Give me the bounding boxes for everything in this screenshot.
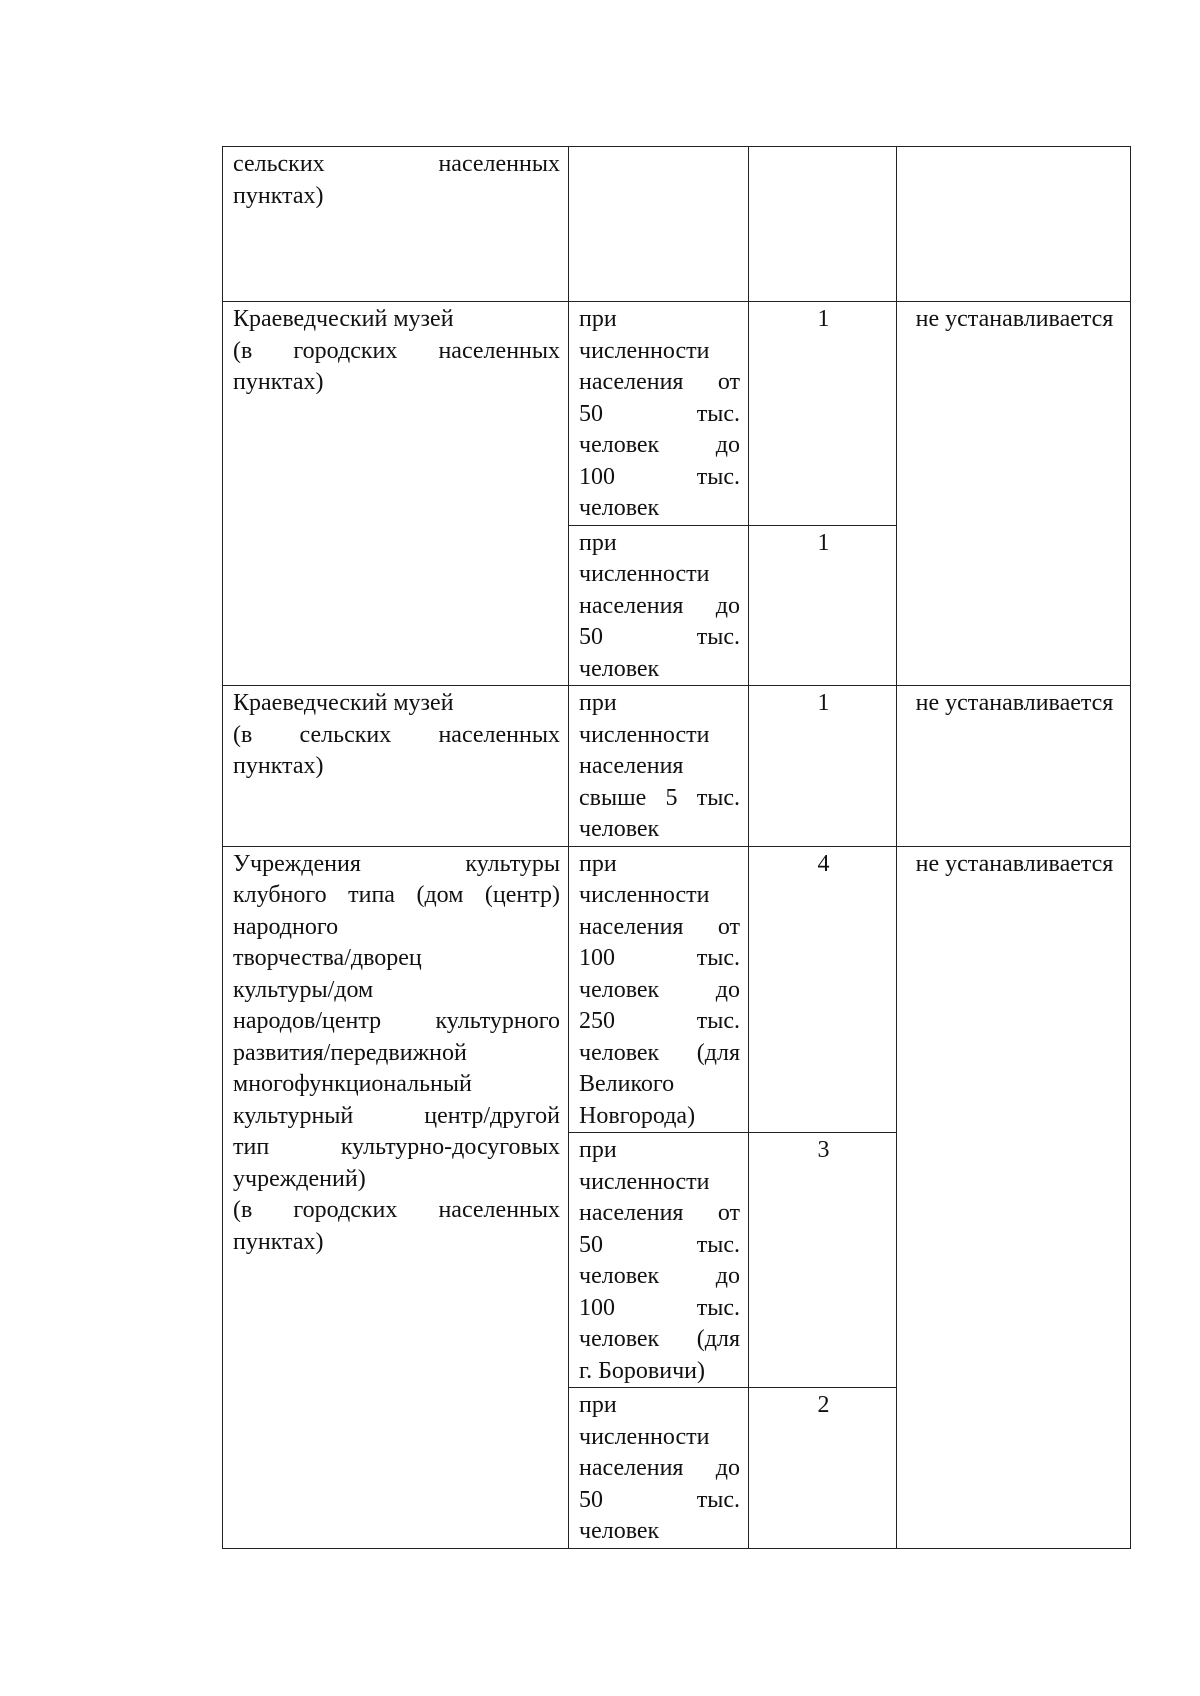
- facility-name-line: пунктах): [233, 1228, 324, 1255]
- condition-line: населения от: [579, 369, 740, 395]
- value-cell: 1: [749, 302, 897, 526]
- condition-line: 100 тыс.: [579, 945, 740, 971]
- condition-cell: [569, 302, 749, 526]
- condition-cell: [569, 147, 749, 302]
- facility-name-line: народного: [233, 913, 339, 940]
- facility-name-line: (в городских населенных: [233, 1197, 560, 1223]
- table-row: [223, 686, 1131, 847]
- condition-cell: [569, 1133, 749, 1388]
- condition-line: населения от: [579, 913, 740, 940]
- table-row: [223, 147, 1131, 302]
- condition-line: человек (для: [579, 1326, 740, 1352]
- condition-line: численности: [579, 721, 710, 748]
- condition-line: при: [579, 1392, 617, 1418]
- condition-line: человек до: [579, 1263, 740, 1289]
- condition-line: человек: [579, 655, 660, 682]
- value-cell: 1: [749, 525, 897, 686]
- facility-name-line: тип культурно-досуговых: [233, 1134, 560, 1160]
- condition-line: 50 тыс.: [579, 624, 740, 650]
- facility-name-line: пунктах): [233, 369, 324, 395]
- condition-line: населения от: [579, 1200, 740, 1226]
- condition-line: численности: [579, 882, 710, 908]
- condition-line: населения до: [579, 592, 740, 619]
- condition-line: численности: [579, 561, 710, 587]
- condition-line: численности: [579, 1423, 710, 1450]
- condition-line: 250 тыс.: [579, 1008, 740, 1034]
- condition-line: 100 тыс.: [579, 1294, 740, 1321]
- facility-name-cell: [223, 686, 569, 847]
- norms-table: [222, 146, 1131, 1549]
- value-cell: [749, 147, 897, 302]
- value-cell: 1: [749, 686, 897, 847]
- facility-name-cell: [223, 147, 569, 302]
- condition-line: 100 тыс.: [579, 463, 740, 490]
- status-cell: [897, 147, 1131, 302]
- facility-name-line: Краеведческий музей: [233, 306, 454, 332]
- condition-line: Великого: [579, 1071, 675, 1097]
- condition-line: численности: [579, 1168, 710, 1195]
- status-cell: не устанавливается: [897, 302, 1131, 686]
- facility-name-line: пунктах): [233, 182, 324, 209]
- table-row: [223, 302, 1131, 526]
- table-row: [223, 846, 1131, 1133]
- condition-line: человек: [579, 1518, 660, 1544]
- value-cell: 4: [749, 846, 897, 1133]
- facility-name-line: (в городских населенных: [233, 337, 560, 364]
- facility-name-line: развития/передвижной: [233, 1039, 467, 1066]
- facility-name-line: сельских населенных: [233, 151, 560, 177]
- value-cell: 2: [749, 1388, 897, 1549]
- condition-line: населения до: [579, 1455, 740, 1481]
- condition-line: при: [579, 306, 617, 332]
- facility-name-line: Учреждения культуры: [233, 850, 560, 877]
- condition-line: населения: [579, 753, 684, 779]
- condition-cell: [569, 686, 749, 847]
- condition-line: человек до: [579, 976, 740, 1003]
- facility-name-line: клубного типа (дом (центр): [233, 882, 560, 908]
- facility-name-line: народов/центр культурного: [233, 1008, 560, 1034]
- facility-name-cell: [223, 302, 569, 686]
- condition-line: 50 тыс.: [579, 1231, 740, 1258]
- condition-line: человек до: [579, 432, 740, 458]
- condition-line: при: [579, 529, 617, 556]
- facility-name-line: культурный центр/другой: [233, 1102, 560, 1129]
- facility-name-line: пунктах): [233, 753, 324, 779]
- condition-cell: [569, 1388, 749, 1549]
- facility-name-cell: [223, 846, 569, 1548]
- status-cell: не устанавливается: [897, 686, 1131, 847]
- condition-line: численности: [579, 337, 710, 364]
- facility-name-line: культуры/дом: [233, 976, 374, 1003]
- facility-name-line: Краеведческий музей: [233, 690, 454, 716]
- condition-line: 50 тыс.: [579, 1486, 740, 1513]
- facility-name-line: многофункциональный: [233, 1071, 472, 1097]
- condition-line: при: [579, 850, 617, 877]
- facility-name-line: (в сельских населенных: [233, 721, 560, 748]
- facility-name-line: творчества/дворец: [233, 945, 422, 971]
- condition-line: при: [579, 1137, 617, 1163]
- condition-line: при: [579, 690, 617, 716]
- value-cell: 3: [749, 1133, 897, 1388]
- condition-line: Новгорода): [579, 1102, 696, 1129]
- condition-line: 50 тыс.: [579, 400, 740, 427]
- condition-line: человек (для: [579, 1039, 740, 1066]
- condition-line: человек: [579, 495, 660, 521]
- facility-name-line: учреждений): [233, 1165, 366, 1192]
- status-cell: не устанавливается: [897, 846, 1131, 1548]
- condition-cell: [569, 525, 749, 686]
- condition-line: человек: [579, 816, 660, 842]
- condition-line: свыше 5 тыс.: [579, 784, 740, 811]
- condition-cell: [569, 846, 749, 1133]
- condition-line: г. Боровичи): [579, 1357, 705, 1384]
